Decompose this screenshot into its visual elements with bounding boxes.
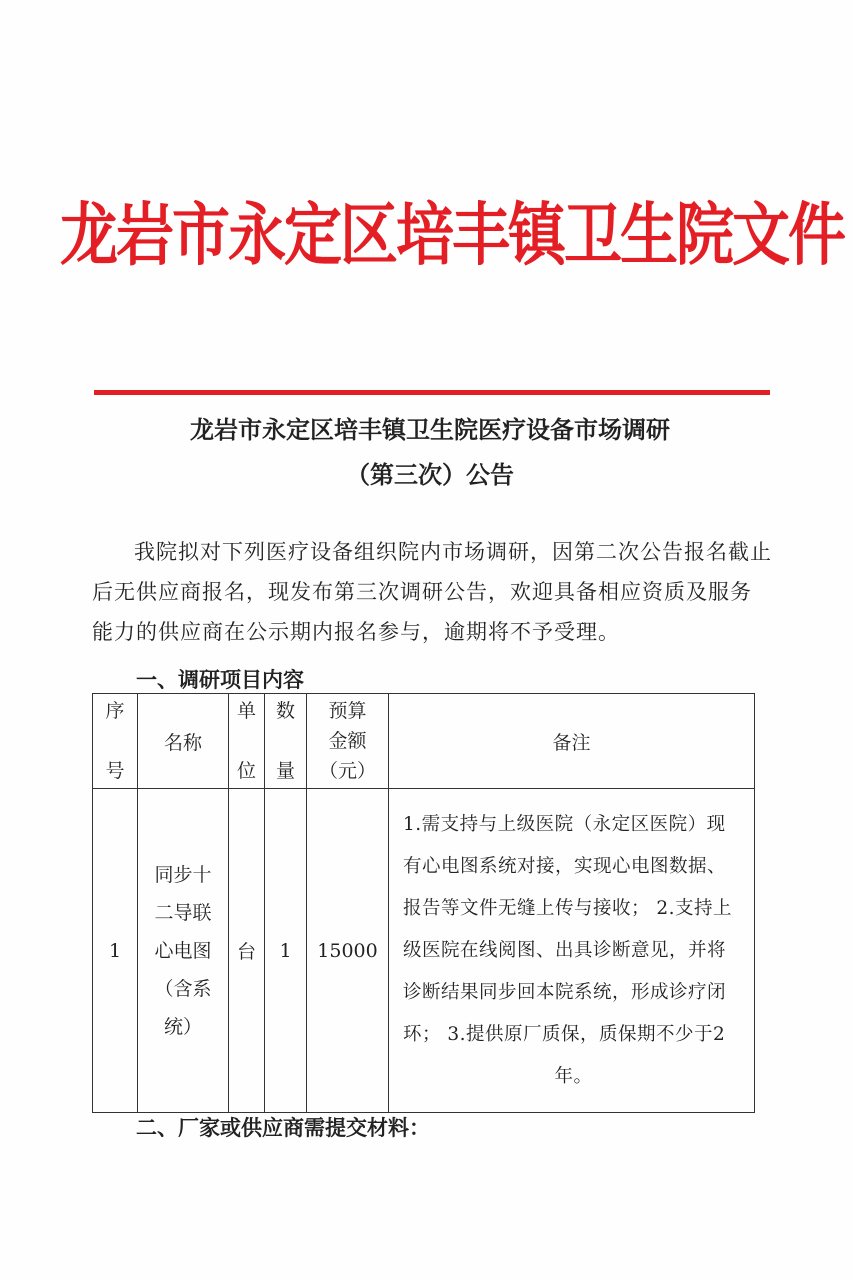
announcement-title-line-2: （第三次）公告 — [346, 461, 514, 489]
header-name: 名称 — [138, 694, 229, 789]
intro-paragraph — [92, 532, 772, 652]
table-header-row — [93, 694, 755, 789]
header-qty: 数 量 — [265, 694, 307, 789]
cell-qty: 1 — [265, 789, 307, 1113]
table-row — [93, 789, 755, 1113]
cell-unit: 台 — [229, 789, 265, 1113]
section-1-heading: 一、调研项目内容 — [136, 668, 304, 692]
header-remark: 备注 — [389, 694, 755, 789]
masthead-red-rule — [94, 390, 770, 395]
cell-seq: 1 — [93, 789, 138, 1113]
intro-text: 我院拟对下列医疗设备组织院内市场调研，因第二次公告报名截止后无供应商报名，现发布第三次调研公告，欢迎具备相应资质及服务能力的供应商在公示期内报名参与，逾期将不予受理。 — [92, 540, 772, 644]
section-2-heading: 二、厂家或供应商需提交材料： — [136, 1116, 430, 1140]
cell-budget: 15000 — [307, 789, 389, 1113]
header-seq: 序 号 — [93, 694, 138, 789]
document-masthead: 龙岩市永定区培丰镇卫生院文件 — [60, 194, 845, 276]
research-items-table — [92, 693, 755, 1113]
announcement-title-line-1: 龙岩市永定区培丰镇卫生院医疗设备市场调研 — [190, 416, 670, 444]
header-budget: 预算 金额 （元） — [307, 694, 389, 789]
header-unit: 单 位 — [229, 694, 265, 789]
cell-remark: 1.需支持与上级医院（永定区医院）现 有心电图系统对接，实现心电图数据、 报告等文件无缝上传与接收； 2.支持上 级医院在线阅图、出具诊断意见，并将 诊断结果同步回本院系统，形成诊疗闭 环； 3.提供原厂质保，质保期不少于2 年。 — [389, 789, 755, 1113]
cell-name: 同步十 二导联 心电图 （含系 统） — [138, 789, 229, 1113]
